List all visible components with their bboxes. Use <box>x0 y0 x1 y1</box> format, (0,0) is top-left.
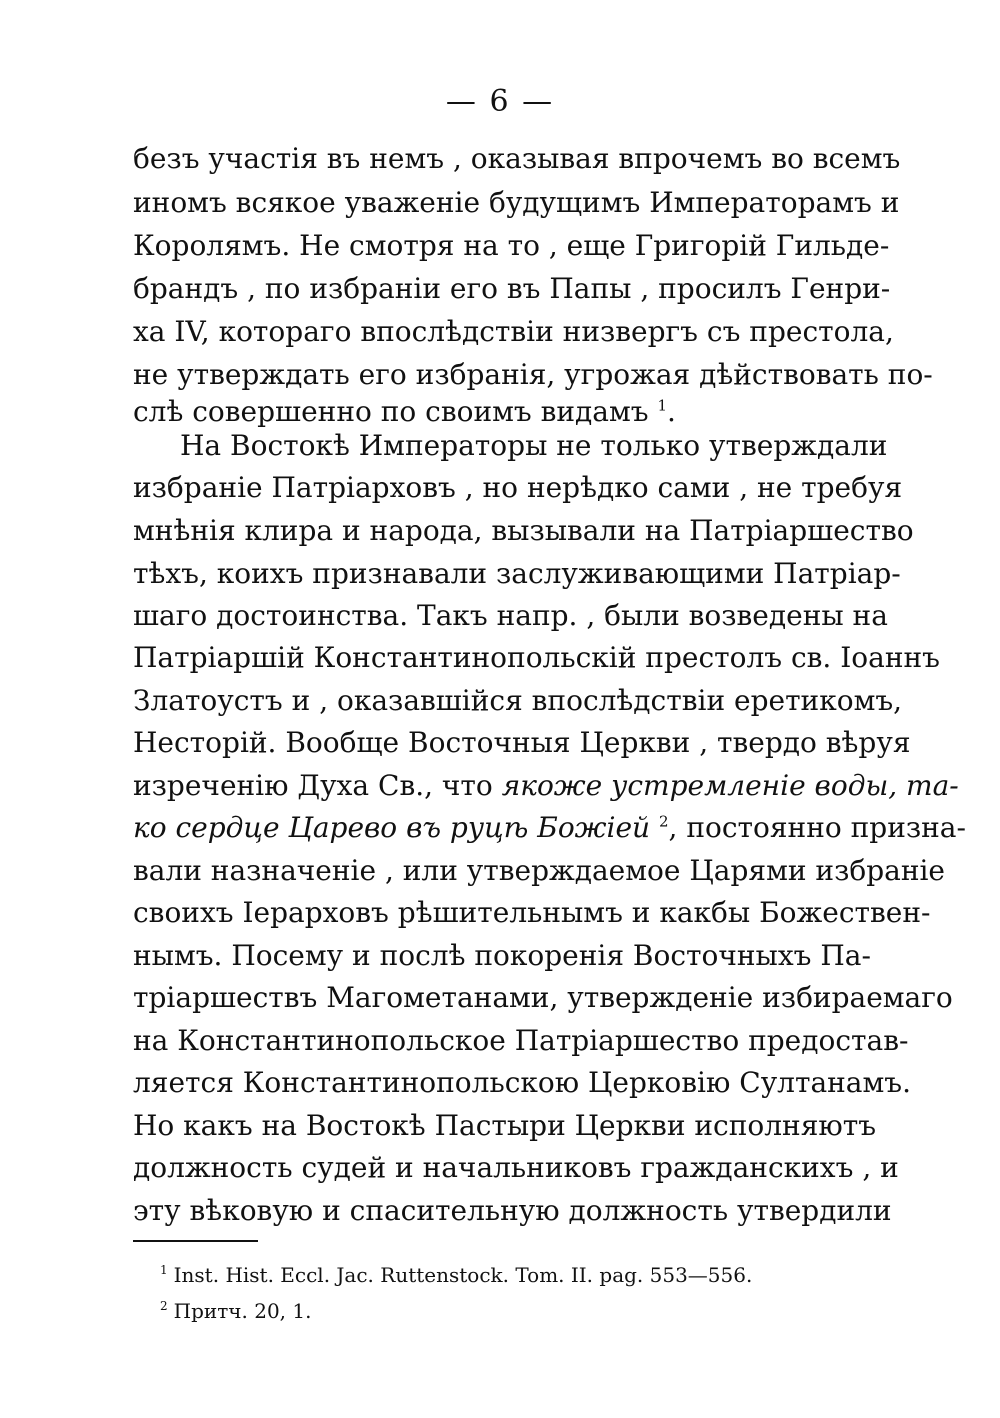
text-span: . <box>667 395 676 428</box>
footnote-marker: 2 <box>160 1299 168 1314</box>
text-line: тріаршествъ Магометанами, утвержденіе избираемаго <box>133 981 953 1014</box>
text-line: ляется Константинопольскою Церковію Султанамъ. <box>133 1066 911 1099</box>
text-line: Королямъ. Не смотря на то , еще Григорій Гильде- <box>133 229 890 262</box>
text-line: мнѣнія клира и народа, вызывали на Патріаршество <box>133 514 914 547</box>
italic-quote: ко сердце Царево въ руцѣ Божіей <box>133 811 651 844</box>
text-line: тѣхъ, коихъ признавали заслуживающими Патріар- <box>133 557 901 590</box>
text-line: шаго достоинства. Такъ напр. , были возведены на <box>133 599 888 632</box>
footnote-divider <box>133 1240 258 1242</box>
footnote-ref: 2 <box>658 812 669 831</box>
text-line: брандъ , по избраніи его въ Папы , просилъ Генри- <box>133 272 891 305</box>
footnote-text: Inst. Hist. Eccl. Jac. Ruttenstock. Tom. II. pag. 553—556. <box>173 1263 753 1287</box>
text-line: ха IV, котораго впослѣдствіи низвергъ съ престола, <box>133 315 894 348</box>
text-line: избраніе Патріарховъ , но нерѣдко сами , не требуя <box>133 471 903 504</box>
text-line: своихъ Іерарховъ рѣшительнымъ и какбы Божествен- <box>133 896 931 929</box>
text-line: должность судей и начальниковъ гражданскихъ , и <box>133 1151 899 1184</box>
text-line: безъ участія въ немъ , оказывая впрочемъ во всемъ <box>133 142 901 175</box>
footnote-marker: 1 <box>160 1263 168 1278</box>
text-span: изреченію Духа Св., что <box>133 769 493 802</box>
text-line: нымъ. Посему и послѣ покоренія Восточныхъ Па- <box>133 939 871 972</box>
footnote <box>160 1260 752 1290</box>
italic-quote: якоже устремленіе воды, та- <box>501 769 959 802</box>
footnote <box>160 1296 311 1326</box>
text-line: Златоустъ и , оказавшійся впослѣдствіи еретикомъ, <box>133 684 903 717</box>
footnote-text: Притч. 20, 1. <box>173 1299 312 1323</box>
text-line: На Востокѣ Императоры не только утверждали <box>180 429 888 462</box>
text-line: иномъ всякое уваженіе будущимъ Императорамъ и <box>133 186 900 219</box>
page-number: — 6 — <box>445 84 555 119</box>
text-span: , постоянно призна- <box>668 811 966 844</box>
text-line: Но какъ на Востокѣ Пастыри Церкви исполняютъ <box>133 1109 877 1142</box>
text-line: эту вѣковую и спасительную должность утвердили <box>133 1194 892 1227</box>
text-line: не утверждать его избранія, угрожая дѣйствовать по- <box>133 358 933 391</box>
footnote-ref: 1 <box>657 396 668 415</box>
text-line: Патріаршій Константинопольскій престолъ св. Іоаннъ <box>133 641 940 674</box>
text-line: Несторій. Вообще Восточныя Церкви , твердо вѣруя <box>133 726 911 759</box>
text-span: слѣ совершенно по своимъ видамъ <box>133 395 649 428</box>
text-line: на Константинопольское Патріаршество предостав- <box>133 1024 909 1057</box>
text-line: вали назначеніе , или утверждаемое Царями избраніе <box>133 854 945 887</box>
